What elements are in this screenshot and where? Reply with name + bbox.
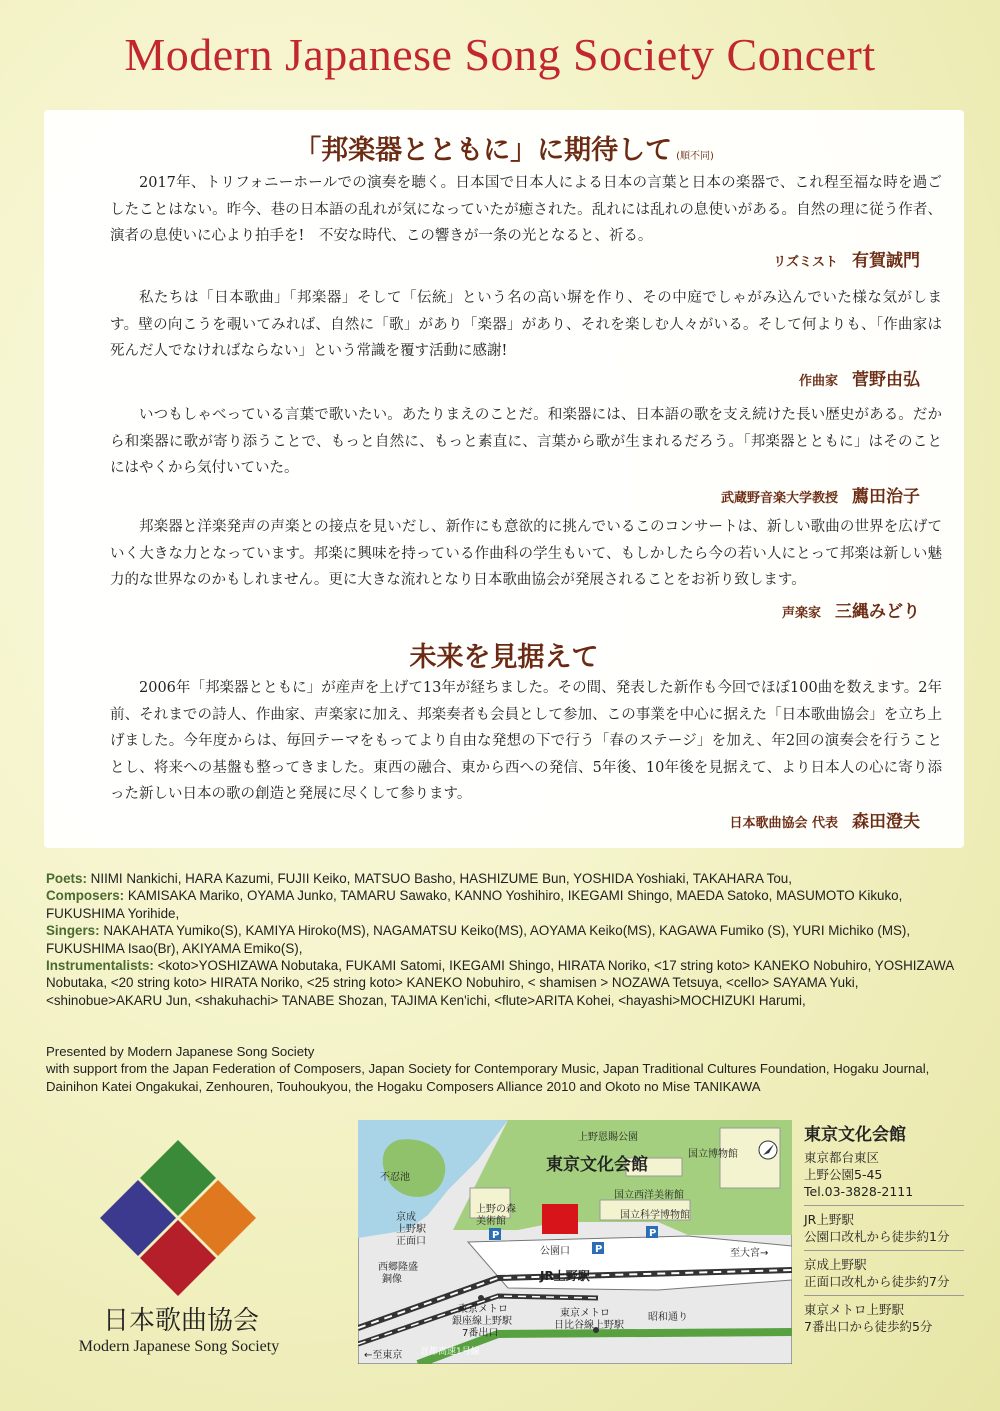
credit-text: NIIMI Nankichi, HARA Kazumi, FUJII Keiko, MATSUO Basho, HASHIZUME Bun, YOSHIDA Yoshiaki, TAKAHARA Tou,	[90, 871, 792, 886]
venue-info	[804, 1120, 964, 1335]
map-label-showa-dori: 昭和通り	[648, 1312, 688, 1323]
map-label-ueno-forest: 上野の森	[476, 1204, 516, 1215]
signature-name: 森田澄夫	[852, 812, 920, 832]
credit-text: <koto>YOSHIZAWA Nobutaka, FUKAMI Satomi, IKEGAMI Shingo, HIRATA Noriko, <17 string koto> KANEKO Nobuhiro, YOSHIZAWA Nobutaka, <20 string koto> HIRATA Noriko, <25 string koto> KANEKO Nobuhiro, < shamisen > NOZAWA Tetsuya, <cello> SAYAMA Yuki, <shinobue>AKARU Jun, <shakuhachi> TANABE Shozan, TAJIMA Ken'ichi, <flute>ARITA Kohei, <hayashi>MOCHIZUKI Harumi,	[46, 958, 954, 1008]
venue-map	[358, 1120, 792, 1364]
message-paragraph-1: 2017年、トリフォニーホールでの演奏を聴く。日本国で日本人による日本の言葉と日本の楽器で、これ程至福な時を過ごしたことはない。昨今、巷の日本語の乱れが気になっていたが癒された。乱れには乱れの息使いがある。自然の理に従う作者、演者の息使いに心より拍手を! 不安な時代、この響きが一条の光となると、祈る。	[110, 175, 942, 244]
map-label-venue: 東京文化会館	[546, 1155, 648, 1175]
map-label-expressway: 首都高速1号線	[420, 1347, 480, 1357]
access-detail: 正面口改札から徒歩約7分	[804, 1274, 950, 1289]
parking-marker	[592, 1242, 604, 1255]
presented-line: Presented by Modern Japanese Song Society	[46, 1044, 315, 1059]
singers-credit	[46, 922, 960, 957]
page-title: Modern Japanese Song Society Concert	[124, 29, 876, 80]
map-label-metro-hibiya-1: 東京メトロ	[560, 1308, 610, 1319]
map-label-metro-ginza-2: 銀座線上野駅	[452, 1316, 512, 1327]
poets-credit	[46, 870, 960, 887]
map-label-science-museum: 国立科学博物館	[620, 1210, 690, 1221]
signature-name: 薦田治子	[852, 487, 920, 507]
future-paragraph: 2006年「邦楽器とともに」が産声を上げて13年が経ちました。その間、発表した新作も今回でほぼ100曲を数えます。2年前、それまでの詩人、作曲家、声楽家に加え、邦楽奏者も会員として参加、この事業を中心に据えた「日本歌曲協会」を立ち上げました。今年度からは、毎回テーマをもってより自由な発想の下で行う「春のステージ」を加え、年2回の演奏会を行うこととし、将来への基盤も整ってきました。東西の融合、東から西への発信、5年後、10年後を見据えて、より日本人の心に寄り添った新しい日本の歌の創造と発展に尽くして参ります。	[110, 680, 942, 802]
signature-role: 声楽家	[781, 606, 821, 621]
map-label-park-exit: 公園口	[540, 1246, 570, 1257]
credit-label: Composers:	[46, 888, 125, 904]
venue-marker	[542, 1204, 578, 1234]
message-panel	[44, 110, 964, 848]
divider	[804, 1205, 964, 1206]
instrumentalists-credit	[46, 957, 960, 1009]
signature-role: リズミスト	[773, 255, 838, 270]
org-name-en: Modern Japanese Song Society	[78, 1338, 280, 1355]
credit-label: Singers:	[46, 923, 100, 939]
map-label-keisei-2: 上野駅	[396, 1224, 426, 1235]
signature-role: 日本歌曲協会 代表	[729, 816, 838, 831]
access-detail: 7番出口から徒歩約5分	[804, 1319, 933, 1334]
map-label-western-art: 国立西洋美術館	[614, 1190, 684, 1201]
map-label-pond: 不忍池	[380, 1172, 410, 1183]
venue-address-1: 東京都台東区	[804, 1150, 880, 1165]
composers-credit	[46, 887, 960, 922]
venue-tel: Tel.03-3828-2111	[804, 1184, 914, 1199]
access-station: 京成上野駅	[804, 1257, 867, 1272]
map-label-jr-ueno: JR上野駅	[540, 1269, 590, 1283]
north-arrow-icon	[759, 1141, 777, 1159]
signature-3	[721, 482, 920, 507]
access-station: JR上野駅	[804, 1212, 854, 1227]
parking-marker	[646, 1226, 658, 1239]
performer-credits	[46, 870, 960, 1009]
message-paragraph-4: 邦楽器と洋楽発声の声楽との接点を見いだし、新作にも意欲的に挑んでいるこのコンサートは、新しい歌曲の世界を広げていく大きな力となっています。邦楽に興味を持っている作曲科の学生もいて、もしかしたら今の若い人にとって邦楽は新しい魅力的な世界なのかもしれません。更に大きな流れとなり日本歌曲協会が発展されることをお祈り致します。	[110, 519, 942, 588]
metro-ginza-marker	[478, 1295, 484, 1301]
signature-1	[773, 246, 920, 271]
heading-text: 「邦楽器とともに」に期待して	[294, 135, 673, 166]
divider	[804, 1295, 964, 1296]
map-label-metro-hibiya-2: 日比谷線上野駅	[554, 1320, 624, 1331]
map-label-ueno-forest-2: 美術館	[476, 1216, 506, 1227]
credit-text: KAMISAKA Mariko, OYAMA Junko, TAMARU Sawako, KANNO Yoshihiro, IKEGAMI Shingo, MAEDA Satoko, MASUMOTO Kikuko, FUKUSHIMA Yorihide,	[46, 888, 903, 921]
message-paragraph-2: 私たちは「日本歌曲」「邦楽器」そして「伝統」という名の高い塀を作り、その中庭でしゃがみ込んでいた様な気がします。壁の向こうを覗いてみれば、自然に「歌」があり「楽器」があり、それを楽しむ人々がいる。そして何よりも、「作曲家は死んだ人でなければならない」という常識を覆す活動に感謝!	[110, 290, 942, 359]
section-heading-future: 未来を見据えて	[409, 642, 599, 673]
signature-name: 有賀誠門	[852, 251, 920, 271]
heading-note: (順不同)	[676, 151, 714, 162]
signature-2	[799, 365, 920, 390]
signature-role: 武蔵野音楽大学教授	[720, 491, 838, 506]
map-label-keisei-3: 正面口	[396, 1236, 426, 1247]
venue-name: 東京文化会館	[804, 1125, 906, 1145]
parking-label: P	[649, 1228, 657, 1239]
map-label-metro-ginza-3: 7番出口	[462, 1328, 499, 1339]
map-label-park: 上野恩賜公園	[578, 1132, 638, 1143]
signature-representative	[729, 807, 920, 832]
parking-label: P	[492, 1230, 500, 1241]
access-detail: 公園口改札から徒歩約1分	[804, 1229, 950, 1244]
section-heading-expectations	[44, 128, 964, 167]
message-paragraph-3: いつもしゃべっている言葉で歌いたい。あたりまえのことだ。和楽器には、日本語の歌を支え続けた長い歴史がある。だから和楽器に歌が寄り添うことで、もっと自然に、もっと素直に、言葉から歌が生まれるだろう。「邦楽器とともに」はそのことにはやくから気付いていた。	[110, 407, 942, 476]
parking-marker	[489, 1228, 501, 1241]
map-label-metro-ginza-1: 東京メトロ	[458, 1304, 508, 1315]
signature-name: 三縄みどり	[835, 602, 920, 622]
support-line: with support from the Japan Federation of Composers, Japan Society for Contemporary Music, Japan Traditional Cultures Foundation, Hogaku Journal, Dainihon Katei Ongakukai, Zenhouren, Touhoukyou, the Hogaku Composers Alliance 2010 and Okoto no Mise TANIKAWA	[46, 1061, 930, 1094]
access-station: 東京メトロ上野駅	[804, 1302, 905, 1317]
signature-4	[782, 597, 920, 622]
credit-label: Instrumentalists:	[46, 958, 154, 974]
parking-label: P	[595, 1244, 603, 1255]
station-area	[468, 1236, 792, 1290]
map-label-national-museum: 国立博物館	[688, 1149, 738, 1160]
credit-label: Poets:	[46, 871, 87, 886]
map-label-saigo-1: 西郷隆盛	[378, 1262, 418, 1273]
credit-text: NAKAHATA Yumiko(S), KAMIYA Hiroko(MS), NAGAMATSU Keiko(MS), AOYAMA Keiko(MS), KAGAWA Fumiko (S), YURI Michiko (MS), FUKUSHIMA Isao(Br), AKIYAMA Emiko(S),	[46, 923, 911, 956]
map-label-saigo-2: 銅像	[382, 1274, 402, 1285]
map-label-keisei-1: 京成	[396, 1212, 416, 1223]
map-label-to-tokyo: ←至東京	[364, 1350, 403, 1361]
org-name-ja: 日本歌曲協会	[102, 1306, 259, 1336]
signature-role: 作曲家	[798, 374, 838, 389]
map-label-to-omiya: 至大宮→	[730, 1248, 769, 1259]
society-logo-icon	[98, 1138, 258, 1298]
divider	[804, 1250, 964, 1251]
venue-address-2: 上野公園5-45	[804, 1167, 883, 1182]
signature-name: 菅野由弘	[852, 370, 920, 390]
presented-by	[46, 1043, 960, 1095]
